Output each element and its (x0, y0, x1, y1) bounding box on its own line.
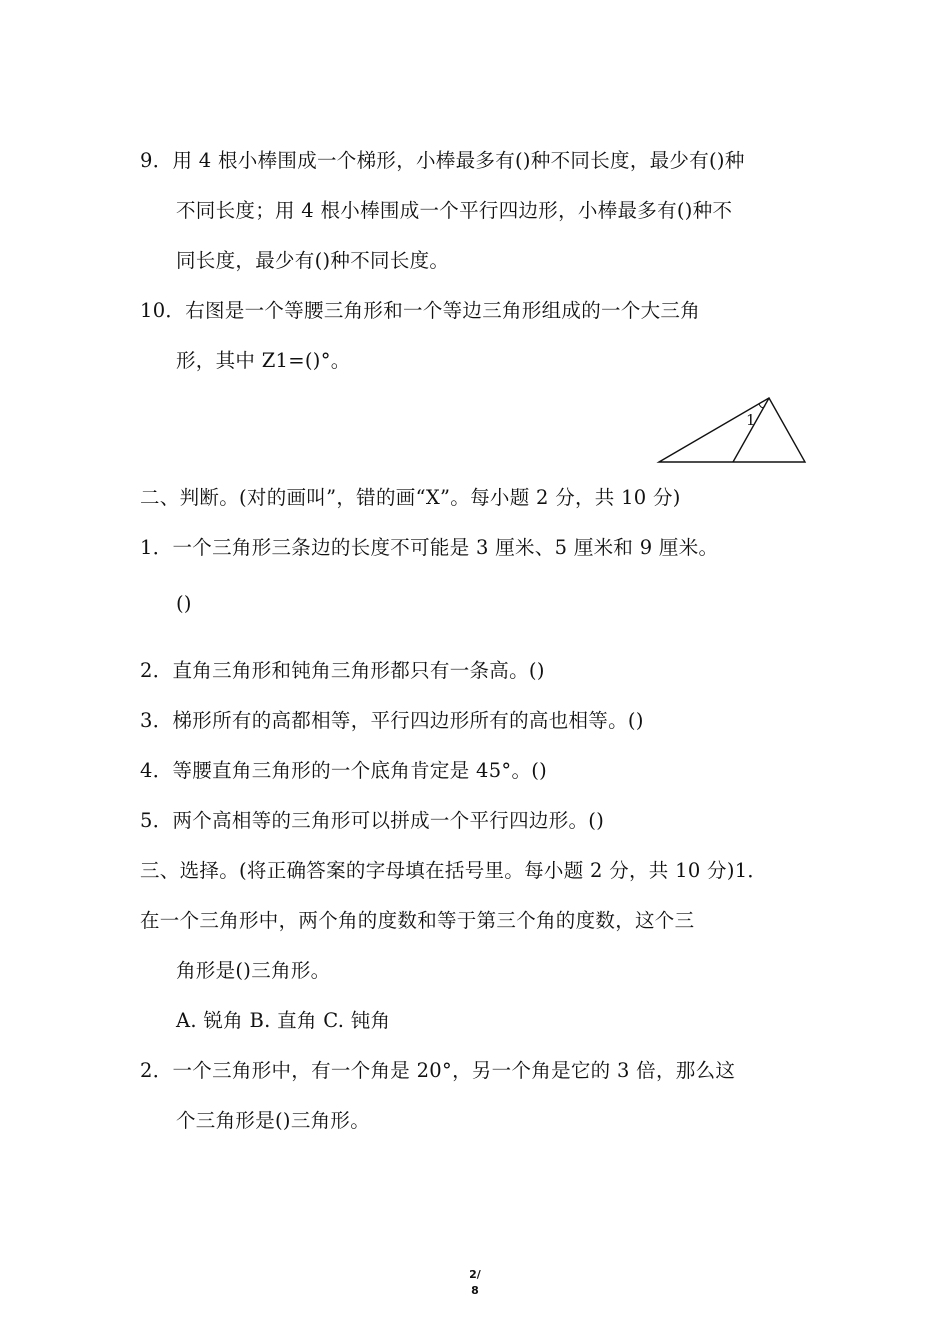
question-9-line-1: 9．用 4 根小棒围成一个梯形，小棒最多有()种不同长度，最少有()种 (140, 149, 745, 172)
section-3-question-1-options: A. 锐角 B. 直角 C. 钝角 (176, 1009, 391, 1032)
page-number-bottom: 8 (471, 1284, 479, 1297)
section-2-question-3: 3．梯形所有的高都相等，平行四边形所有的高也相等。() (140, 709, 644, 732)
question-10-line-1: 10．右图是一个等腰三角形和一个等边三角形组成的一个大三角 (140, 299, 701, 322)
section-3-question-1-line-2: 角形是()三角形。 (176, 959, 331, 982)
section-2-question-1-line-1: 1．一个三角形三条边的长度不可能是 3 厘米、5 厘米和 9 厘米。 (140, 536, 719, 559)
section-2-heading: 二、判断。(对的画叫”，错的画“X”。每小题 2 分，共 10 分) (140, 486, 681, 509)
section-3-question-2-line-2: 个三角形是()三角形。 (176, 1109, 371, 1132)
question-9-line-3: 同长度，最少有()种不同长度。 (176, 249, 450, 272)
section-3-heading: 三、选择。(将正确答案的字母填在括号里。每小题 2 分，共 10 分)1． (140, 859, 768, 882)
section-3-question-1-line-1: 在一个三角形中，两个角的度数和等于第三个角的度数，这个三 (140, 909, 695, 932)
triangle-figure (655, 394, 810, 466)
question-10-line-2: 形，其中 Z1=()°。 (176, 349, 351, 372)
section-2-question-1-blank: () (176, 592, 192, 615)
section-2-question-4: 4．等腰直角三角形的一个底角肯定是 45°。() (140, 759, 548, 782)
angle-1-label: 1 (746, 411, 756, 429)
outer-triangle (659, 398, 805, 462)
page-number-top: 2/ (469, 1268, 481, 1281)
section-2-question-2: 2．直角三角形和钝角三角形都只有一条高。() (140, 659, 545, 682)
section-2-question-5: 5．两个高相等的三角形可以拼成一个平行四边形。() (140, 809, 605, 832)
section-3-question-2-line-1: 2．一个三角形中，有一个角是 20°，另一个角是它的 3 倍，那么这 (140, 1059, 736, 1082)
question-9-line-2: 不同长度；用 4 根小棒围成一个平行四边形，小棒最多有()种不 (176, 199, 733, 222)
